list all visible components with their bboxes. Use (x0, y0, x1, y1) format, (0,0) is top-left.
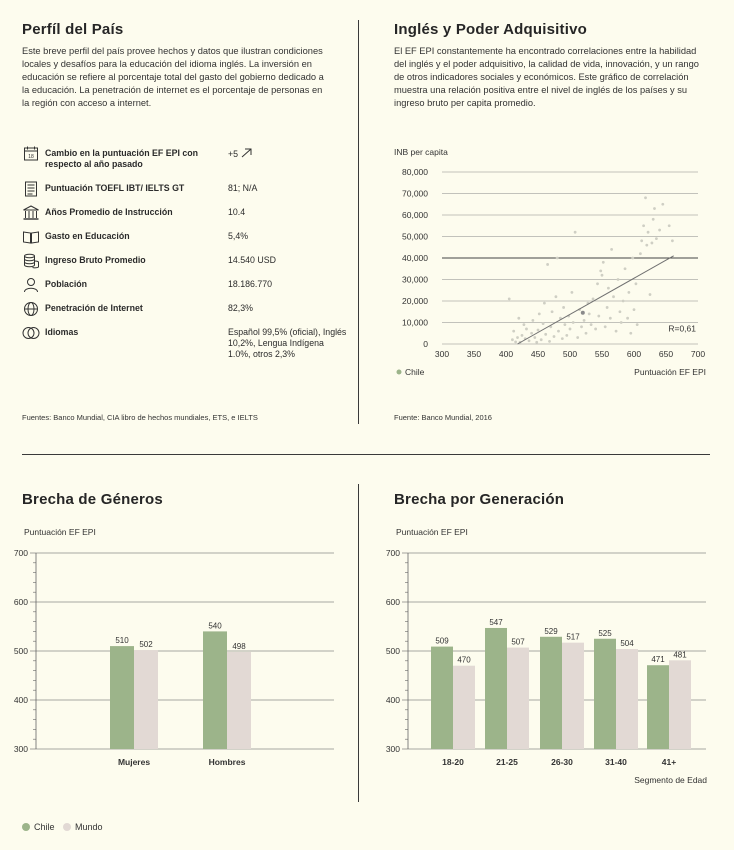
scatter-point (617, 278, 620, 281)
legend-item-chile (22, 822, 57, 832)
bar-y-tick-label: 500 (386, 646, 400, 656)
scatter-point (516, 336, 519, 339)
scatter-y-tick-label: 70,000 (402, 188, 428, 199)
coins-icon (22, 253, 40, 269)
bar-value-label: 517 (566, 632, 580, 642)
scatter-point (649, 293, 652, 296)
bar-value-label: 498 (232, 641, 246, 651)
scatter-point (530, 332, 533, 335)
bar-world (562, 643, 584, 749)
scatter-point (572, 321, 575, 324)
scatter-point (561, 337, 564, 340)
scatter-point (597, 315, 600, 318)
scatter-point (588, 313, 591, 316)
scatter-point (658, 229, 661, 232)
scatter-title: Inglés y Poder Adquisitivo (394, 21, 588, 38)
scatter-point (631, 257, 634, 260)
profile-title: Perfíl del País (22, 21, 124, 38)
scatter-point (599, 270, 602, 273)
bar-category-label: 41+ (661, 757, 677, 767)
bar-value-label: 481 (673, 650, 687, 660)
scatter-point (531, 319, 534, 322)
scatter-point (563, 323, 566, 326)
bar-y-tick-label: 400 (14, 695, 28, 705)
bar-y-tick-label: 700 (14, 548, 28, 558)
bar-x-axis-label: Segmento de Edad (634, 775, 707, 785)
bar-value-label: 510 (115, 636, 129, 646)
scatter-point (619, 310, 622, 313)
scatter-point (574, 231, 577, 234)
scatter-point (635, 282, 638, 285)
scatter-point (590, 323, 593, 326)
bar-chile (647, 665, 669, 749)
scatter-x-tick-label: 350 (466, 349, 482, 359)
scatter-x-tick-label: 700 (690, 349, 706, 359)
scatter-point (647, 231, 650, 234)
scatter-point (517, 317, 520, 320)
scatter-point (653, 207, 656, 210)
scatter-point (627, 291, 630, 294)
bar-category-label: Mujeres (117, 757, 151, 767)
bar-value-label: 525 (598, 628, 612, 638)
scatter-point (615, 330, 618, 333)
bottom-legend (22, 822, 103, 832)
profile-intro: Este breve perfil del país provee hechos y datos que ilustran condiciones locales y desafíos para la educación del idioma inglés. La inversión en educación se refiere al porcentaje total del gasto del gobierno dedicado a la educación. La penetración de internet es el porcentaje de personas en la región con acceso a internet. (22, 46, 324, 108)
profile-row-value: 81; N/A (228, 183, 258, 193)
bar-y-axis-label: Puntuación EF EPI (24, 527, 96, 537)
scatter-point (571, 291, 574, 294)
scatter-point (644, 196, 647, 199)
scatter-point (544, 333, 547, 336)
scatter-point (562, 306, 565, 309)
scatter-point (538, 313, 541, 316)
scatter-y-tick-label: 60,000 (402, 210, 428, 220)
profile-row-label: Puntuación TOEFL IBT/ IELTS GT (45, 183, 185, 193)
divider-horizontal (22, 454, 710, 455)
scatter-point (642, 224, 645, 227)
bar-value-label: 509 (435, 636, 449, 646)
scatter-point (583, 319, 586, 322)
scatter-point (540, 338, 543, 341)
bar-category-label: 21-25 (496, 757, 518, 767)
scatter-point (576, 336, 579, 339)
scatter-point (609, 317, 612, 320)
bar-y-tick-label: 300 (14, 744, 28, 754)
globe-icon (22, 301, 40, 317)
bar-y-tick-label: 700 (386, 548, 400, 558)
bar-chile (540, 637, 562, 749)
scatter-point (523, 323, 526, 326)
bar-value-label: 502 (139, 640, 153, 650)
bar-world (616, 649, 638, 749)
bar-value-label: 507 (511, 637, 525, 647)
bar-category-label: 18-20 (442, 757, 464, 767)
scatter-point (640, 239, 643, 242)
bar-value-label: 540 (208, 621, 222, 631)
scatter-y-tick-label: 50,000 (402, 231, 428, 242)
scatter-x-tick-label: 550 (594, 349, 610, 359)
scatter-point (542, 322, 545, 325)
trend-up-arrow-icon (241, 148, 252, 158)
scatter-point (602, 261, 605, 264)
scatter-x-tick-label: 400 (498, 349, 514, 359)
scatter-point (514, 340, 517, 343)
divider-bottom-vertical (358, 484, 359, 802)
scatter-point (528, 339, 531, 342)
test-sheet-icon (22, 181, 40, 197)
bar-y-tick-label: 400 (386, 695, 400, 705)
scatter-point (512, 330, 515, 333)
person-icon (22, 277, 40, 293)
scatter-point (565, 334, 568, 337)
scatter-point (661, 203, 664, 206)
scatter-legend-label: Chile (405, 367, 425, 377)
profile-row-value: 5,4% (228, 231, 249, 241)
bar-world (134, 650, 158, 749)
bar-chile (110, 646, 134, 749)
bar-value-label: 529 (544, 626, 558, 636)
scatter-y-tick-label: 20,000 (402, 296, 428, 306)
profile-row-label: Cambio en la puntuación EF EPI con respecto al año pasado (45, 148, 198, 169)
bar-category-label: 26-30 (551, 757, 573, 767)
bar-world (227, 652, 251, 749)
scatter-intro: El EF EPI constantemente ha encontrado correlaciones entre la habilidad del inglés y el poder adquisitivo, la calidad de vida, innovación, y un rango de otros indicadores sociales y económicos. Este gráfico de correlación muestra una relación positiva entre el nivel de inglés de los países y su ingreso bruto per capita promedio. (394, 46, 699, 108)
bar-chile (431, 647, 453, 749)
scatter-trendline (518, 256, 674, 344)
scatter-point (555, 295, 558, 298)
language-circles-icon (22, 325, 40, 341)
bar-y-tick-label: 600 (14, 597, 28, 607)
scatter-x-tick-label: 500 (562, 349, 578, 359)
scatter-point (556, 257, 559, 260)
scatter-point (569, 328, 572, 331)
bar-chile (203, 631, 227, 749)
scatter-point (622, 300, 625, 303)
scatter-point (636, 323, 639, 326)
scatter-point (551, 310, 554, 313)
bar-value-label: 471 (651, 655, 665, 665)
scatter-point (511, 338, 514, 341)
gender-bar-chart (14, 520, 354, 780)
scatter-point (655, 237, 658, 240)
scatter-point (533, 336, 536, 339)
bar-value-label: 547 (489, 617, 503, 627)
institution-icon (22, 205, 40, 221)
bar-world (453, 666, 475, 749)
scatter-r-label: R=0,61 (668, 323, 696, 334)
bar-category-label: Hombres (208, 757, 246, 767)
scatter-point (639, 252, 642, 255)
scatter-point (606, 306, 609, 309)
bar-world (669, 660, 691, 749)
calendar-icon (22, 146, 40, 162)
profile-sources: Fuentes: Banco Mundial, CIA libro de hechos mundiales, ETS, e IELTS (22, 413, 258, 422)
scatter-x-tick-label: 450 (530, 349, 546, 359)
scatter-point (671, 239, 674, 242)
scatter-point (668, 224, 671, 227)
generation-title: Brecha por Generación (394, 491, 565, 508)
scatter-legend-dot (397, 370, 402, 375)
scatter-point (543, 302, 546, 305)
scatter-y-tick-label: 40,000 (402, 253, 428, 263)
legend-item-world (63, 822, 103, 832)
scatter-point (633, 308, 636, 311)
legend-label-chile: Chile (34, 822, 55, 832)
scatter-point (546, 263, 549, 266)
scatter-point (601, 274, 604, 277)
scatter-source: Fuente: Banco Mundial, 2016 (394, 413, 492, 422)
scatter-point (620, 321, 623, 324)
profile-row-value: 18.186.770 (228, 279, 273, 289)
scatter-point (651, 242, 654, 245)
scatter-chart (380, 140, 720, 390)
scatter-point (580, 325, 583, 328)
scatter-x-axis-label: Puntuación EF EPI (634, 367, 706, 377)
scatter-point (585, 332, 588, 335)
scatter-point (626, 317, 629, 320)
divider-top-vertical (358, 20, 359, 424)
scatter-x-tick-label: 300 (434, 349, 450, 359)
scatter-y-tick-label: 80,000 (402, 167, 428, 177)
scatter-point-chile (581, 311, 585, 315)
scatter-point (521, 334, 524, 337)
profile-row-label: Población (45, 279, 88, 289)
profile-row-label: Años Promedio de Instrucción (45, 207, 173, 217)
scatter-point (624, 267, 627, 270)
bar-y-tick-label: 300 (386, 744, 400, 754)
scatter-point (629, 332, 632, 335)
scatter-x-tick-label: 600 (626, 349, 642, 359)
scatter-point (537, 329, 540, 332)
gender-title: Brecha de Géneros (22, 491, 163, 508)
profile-row-label: Penetración de Internet (45, 303, 143, 313)
bar-y-tick-label: 500 (14, 646, 28, 656)
bar-world (507, 648, 529, 749)
scatter-point (548, 340, 551, 343)
scatter-point (557, 330, 560, 333)
legend-swatch-world (63, 823, 71, 831)
book-icon (22, 229, 40, 245)
profile-row-value: 14.540 USD (228, 255, 276, 265)
legend-label-world: Mundo (75, 822, 103, 832)
scatter-point (553, 335, 556, 338)
bar-chile (485, 628, 507, 749)
scatter-point (604, 325, 607, 328)
profile-row-value: Español 99,5% (oficial), Inglés 10,2%, Lengua Indígena 1.0%, otros 2,3% (228, 327, 347, 359)
scatter-y-tick-label: 10,000 (402, 317, 428, 328)
bar-value-label: 504 (620, 639, 634, 649)
profile-row-value: +5 (228, 148, 348, 160)
scatter-y-tick-label: 30,000 (402, 274, 428, 285)
scatter-point (652, 218, 655, 221)
profile-row-value: 10.4 (228, 207, 246, 217)
scatter-point (612, 295, 615, 298)
scatter-point (645, 244, 648, 247)
scatter-point (592, 297, 595, 300)
bar-y-tick-label: 600 (386, 597, 400, 607)
profile-row-label: Idiomas (45, 327, 79, 337)
legend-swatch-chile (22, 823, 30, 831)
scatter-point (508, 297, 511, 300)
bar-chile (594, 639, 616, 749)
scatter-point (594, 328, 597, 331)
svg-text:18: 18 (28, 154, 34, 160)
scatter-x-tick-label: 650 (658, 349, 674, 359)
profile-row-label: Ingreso Bruto Promedio (45, 255, 146, 265)
scatter-point (535, 341, 538, 344)
scatter-point (596, 282, 599, 285)
profile-row-label: Gasto en Educación (45, 231, 130, 241)
profile-row-value: 82,3% (228, 303, 253, 313)
scatter-point (607, 287, 610, 290)
bar-y-axis-label: Puntuación EF EPI (396, 527, 468, 537)
bar-category-label: 31-40 (605, 757, 627, 767)
scatter-y-axis-label: INB per capita (394, 147, 448, 157)
scatter-y-tick-label: 0 (423, 339, 428, 349)
generation-bar-chart (386, 520, 726, 790)
scatter-point (525, 328, 528, 331)
scatter-point (610, 248, 613, 251)
bar-value-label: 470 (457, 655, 471, 665)
